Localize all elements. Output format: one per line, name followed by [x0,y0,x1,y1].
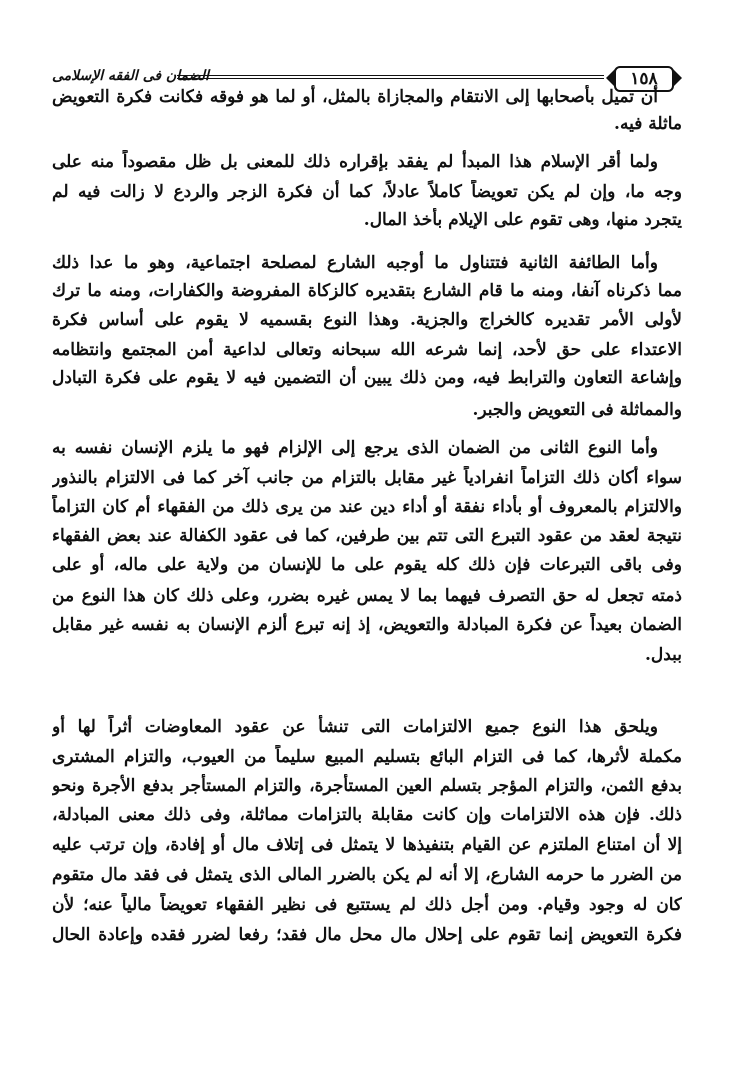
paragraph-4-line: والالتزام بالمعروف أو بأداء نفقة أو أداء دين عند من يرى ذلك من الفقهاء أم كان التزاماً [52,497,682,517]
paragraph-3-line: وأما الطائفة الثانية فتتناول ما أوجبه الشارع لمصلحة اجتماعية، وهو ما عدا ذلك [52,253,658,273]
paragraph-4-line: الضمان بعيداً عن فكرة المبادلة والتعويض، إذ إنه تبرع ألزم الإنسان به نفسه غير مقابل [52,615,682,635]
paragraph-5-line: مكملة لأثرها، كما فى التزام البائع بتسليم المبيع سليماً من العيوب، والتزام المشترى [52,747,682,767]
paragraph-5-line: كان له وجود وقيام. ومن أجل ذلك لم يستتبع فى نظير الفقهاء تعويضاً مالياً عنه؛ لأن [52,895,682,915]
paragraph-4-line: سواء أكان ذلك التزاماً انفرادياً غير مقابل بالتزام من جانب آخر كما فى الالتزام بالنذور [52,468,682,488]
paragraph-5-line: بدفع الثمن، والتزام المؤجر بتسلم العين المستأجرة، والتزام المستأجر بدفع الأجرة ونحو [52,776,682,796]
paragraph-4-line: ببدل. [644,645,682,665]
paragraph-5-line: فكرة التعويض إنما تقوم على إحلال مال محل مال فقد؛ رفعا لضرر فقده وإعادة الحال [52,925,682,945]
paragraph-3-line: والمماثلة فى التعويض والجبر. [472,400,682,420]
paragraph-2-line: ولما أقر الإسلام هذا المبدأ لم يفقد بإقراره ذلك للمعنى بل ظل مقصوداً منه على [52,152,659,172]
paragraph-3-line: لأولى الأمر تقديره كالخراج والجزية. وهذا النوع بقسميه لا يقوم على أساس فكرة [52,310,682,330]
paragraph-3-line: مما ذكرناه آنفا، ومنه ما قام الشارع بتقديره كالزكاة المفروضة والكفارات، ومنه ما ترك [52,281,682,301]
paragraph-3-line: الاعتداء على حق لأحد، إنما شرعه الله سبحانه وتعالى لداعية أمن المجتمع وانتظامه [52,340,682,360]
paragraph-4-line: وفى باقى التبرعات فإن ذلك كله يقوم على ما للإنسان من ولاية على ماله، أو على [52,555,682,575]
paragraph-1-line: ماثلة فيه. [614,114,682,134]
paragraph-5-line: إلا أن امتناع الملتزم عن القيام بتنفيذها لا يتمثل فى إتلاف مال أو إفادة، وإن ترتب عليه [52,835,682,855]
paragraph-2-line: يتجرد منها، وهى تقوم على الإيلام بأخذ المال. [363,210,682,230]
paragraph-5-line: ويلحق هذا النوع جميع الالتزامات التى تنشأ عن عقود المعاوضات أثراً لها أو [52,717,658,737]
paragraph-5-line: ذلك. فإن هذه الالتزامات وإن كانت مقابلة بالتزامات مماثلة، وفى ذلك معنى المبادلة، [52,805,682,825]
paragraph-1-line: أن تميل بأصحابها إلى الانتقام والمجازاة بالمثل، أو لما هو فوقه فكانت فكرة التعويض [52,87,659,107]
book-title: الضمان فى الفقه الإسلامى [52,68,209,84]
paragraph-2-line: وجه ما، وإن لم يكن تعويضاً كاملاً عادلاً، كما أن فكرة الزجر والردع لا زالت فيه لم [52,182,682,202]
paragraph-3-line: وإشاعة التعاون والترابط فيه، ومن ذلك يبين أن التضمين فيه لا يقوم على فكرة التبادل [52,368,682,388]
paragraph-4-line: نتيجة لعقد من عقود التبرع التى تتم بين طرفين، كما فى عقود الكفالة عند بعض الفقهاء [52,526,682,546]
paragraph-4-line: ذمته تجعل له حق التصرف فيهما بما لا يمس غيره بضرر، وعلى ذلك كان هذا النوع من [52,586,682,606]
page-number: ١٥٨ [614,66,674,92]
header-rule [177,75,604,79]
paragraph-5-line: من الضرر ما حرمه الشارع، إلا أنه لم يكن بالضرر المالى الذى يتمثل فى فقد مال متقوم [52,865,682,885]
paragraph-4-line: وأما النوع الثانى من الضمان الذى يرجع إلى الإلزام فهو ما يلزم الإنسان نفسه به [52,438,658,458]
